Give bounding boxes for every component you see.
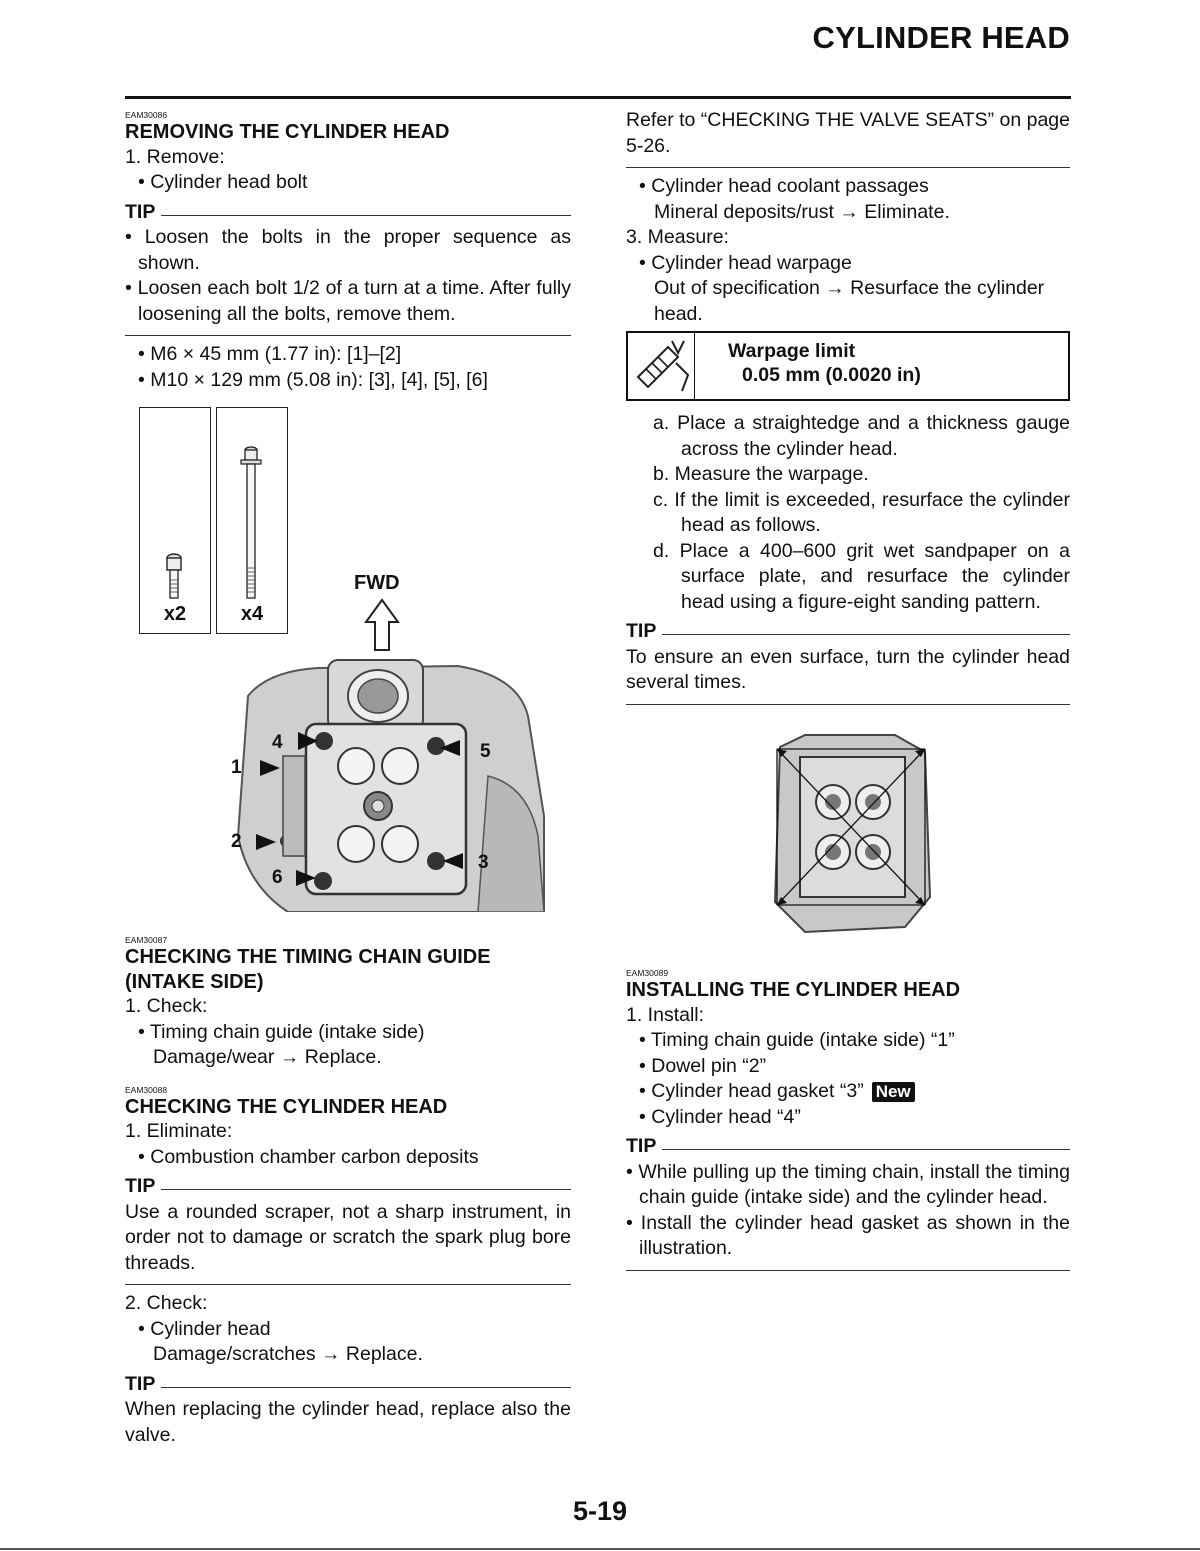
tip-text: To ensure an even surface, turn the cylinder head several times. xyxy=(626,645,1070,693)
tip-header xyxy=(125,200,571,226)
section-code: EAM30088 xyxy=(125,1084,168,1095)
tip-end-rule xyxy=(125,1284,571,1285)
spec-icon-cell xyxy=(628,333,695,399)
tip-text: When replacing the cylinder head, replace also the valve. xyxy=(125,1398,571,1446)
tip-label: TIP xyxy=(125,1372,156,1395)
item-cylinder-head-gasket xyxy=(626,1079,1070,1105)
tip-label: TIP xyxy=(626,620,657,642)
section-heading-removing: REMOVING THE CYLINDER HEAD xyxy=(125,121,450,143)
item-cylinder-head: • Cylinder head xyxy=(138,1317,271,1340)
section-heading-installing: INSTALLING THE CYLINDER HEAD xyxy=(626,979,961,1001)
tip-header xyxy=(125,1372,571,1398)
header-rule xyxy=(125,96,1071,99)
callout-2: 2 xyxy=(231,831,242,852)
section-code: EAM30089 xyxy=(626,968,669,978)
tip-rule xyxy=(161,1387,571,1388)
bolt-qty-short: x2 xyxy=(163,603,187,625)
callout-4: 4 xyxy=(272,732,283,753)
section-code: EAM30086 xyxy=(125,110,168,120)
tip-item: • While pulling up the timing chain, install the timing chain guide (intake side) and the cylinder head. xyxy=(626,1160,1070,1208)
refer-text: Refer to “CHECKING THE VALVE SEATS” on page 5-26. xyxy=(626,109,1070,157)
feeler-gauge-icon xyxy=(628,333,694,399)
tip-rule xyxy=(161,215,571,216)
long-bolt-icon xyxy=(217,408,287,633)
new-part-badge: New xyxy=(872,1082,915,1102)
tip-end-rule xyxy=(626,704,1070,705)
tip-rule xyxy=(662,634,1070,635)
section-heading-checking: CHECKING THE CYLINDER HEAD xyxy=(125,1095,448,1118)
spec-text xyxy=(728,339,921,387)
item-carbon-deposits: • Combustion chamber carbon deposits xyxy=(138,1145,479,1168)
section-heading-timing: CHECKING THE TIMING CHAIN GUIDE (INTAKE SIDE) xyxy=(125,946,491,993)
substep-d: d. Place a 400–600 grit wet sandpaper on a surface plate, and resurface the cylinder head using a figure-eight sanding pattern. xyxy=(653,539,1070,613)
item-dowel-pin: • Dowel pin “2” xyxy=(639,1054,767,1077)
bolt-spec-m10: • M10 × 129 mm (5.08 in): [3], [4], [5], [6] xyxy=(138,368,488,391)
tip-header xyxy=(125,1174,571,1200)
fwd-label: FWD xyxy=(354,572,400,594)
step-check: 1. Check: xyxy=(125,995,208,1017)
item-timing-chain-guide-action: Damage/wear → Replace. xyxy=(153,1046,382,1068)
tip-rule xyxy=(662,1149,1070,1150)
substep-a: a. Place a straightedge and a thickness gauge across the cylinder head. xyxy=(653,412,1070,460)
page-title: CYLINDER HEAD xyxy=(812,20,1070,55)
bolt-spec-m6: • M6 × 45 mm (1.77 in): [1]–[2] xyxy=(138,343,402,365)
item-timing-chain-guide: • Timing chain guide (intake side) xyxy=(138,1020,425,1043)
step-check: 2. Check: xyxy=(125,1292,208,1314)
item-coolant-action: Mineral deposits/rust → Eliminate. xyxy=(654,200,950,223)
callout-3: 3 xyxy=(478,852,489,873)
tip-item: • Install the cylinder head gasket as shown in the illustration. xyxy=(626,1211,1070,1259)
substep-b: b. Measure the warpage. xyxy=(653,463,869,485)
page-number: 5-19 xyxy=(572,1496,628,1526)
warpage-measurement-illustration xyxy=(765,727,935,942)
bolt-box-long xyxy=(216,407,288,634)
short-bolt-icon xyxy=(140,408,210,633)
item-cylinder-head: • Cylinder head “4” xyxy=(639,1105,801,1128)
right-column-top xyxy=(626,108,1070,711)
spec-title: Warpage limit xyxy=(728,340,856,362)
item-timing-chain-guide: • Timing chain guide (intake side) “1” xyxy=(639,1029,955,1051)
tip-end-rule xyxy=(626,1270,1070,1271)
gasket-label: • Cylinder head gasket “3” xyxy=(639,1080,864,1102)
tip-item: • Loosen each bolt 1/2 of a turn at a time. After fully loosening all the bolts, remove them. xyxy=(125,277,571,325)
spec-box-warpage xyxy=(626,331,1070,401)
tip-label: TIP xyxy=(125,200,156,223)
spec-value: 0.05 mm (0.0020 in) xyxy=(742,364,921,386)
bolt-qty-long: x4 xyxy=(240,603,264,625)
bolt-box-short xyxy=(139,407,211,634)
section-code: EAM30087 xyxy=(125,935,168,945)
forward-arrow-icon xyxy=(362,598,402,652)
bottom-edge-rule xyxy=(0,1548,1200,1550)
tip-rule xyxy=(161,1189,571,1190)
tip-end-rule xyxy=(125,335,571,336)
callout-5: 5 xyxy=(480,741,491,762)
step-eliminate: 1. Eliminate: xyxy=(125,1120,233,1142)
item-warpage: • Cylinder head warpage xyxy=(639,251,852,274)
tip-text: Use a rounded scraper, not a sharp instrument, in order not to damage or scratch the spark plug bore threads. xyxy=(125,1200,571,1274)
tip-item: • Loosen the bolts in the proper sequence as shown. xyxy=(125,226,571,274)
left-column-top xyxy=(125,104,571,393)
item-cylinder-head-action: Damage/scratches → Replace. xyxy=(153,1343,423,1365)
item-warpage-action: Out of specification → Resurface the cylinder head. xyxy=(654,277,1045,325)
step-install: 1. Install: xyxy=(626,1003,705,1026)
callout-6: 6 xyxy=(272,867,283,888)
item-cylinder-head-bolt: • Cylinder head bolt xyxy=(138,171,308,193)
tip-label: TIP xyxy=(125,1175,156,1197)
item-coolant-passages: • Cylinder head coolant passages xyxy=(639,175,929,197)
right-column-bottom xyxy=(626,962,1070,1277)
tip-label: TIP xyxy=(626,1135,657,1157)
step-measure: 3. Measure: xyxy=(626,226,729,248)
tip-header xyxy=(626,619,1070,645)
refer-rule xyxy=(626,167,1070,168)
substep-c: c. If the limit is exceeded, resurface the cylinder head as follows. xyxy=(653,488,1070,536)
left-column-bottom xyxy=(125,929,571,1448)
step-remove: 1. Remove: xyxy=(125,145,225,168)
callout-1: 1 xyxy=(231,757,242,778)
tip-header xyxy=(626,1134,1070,1160)
